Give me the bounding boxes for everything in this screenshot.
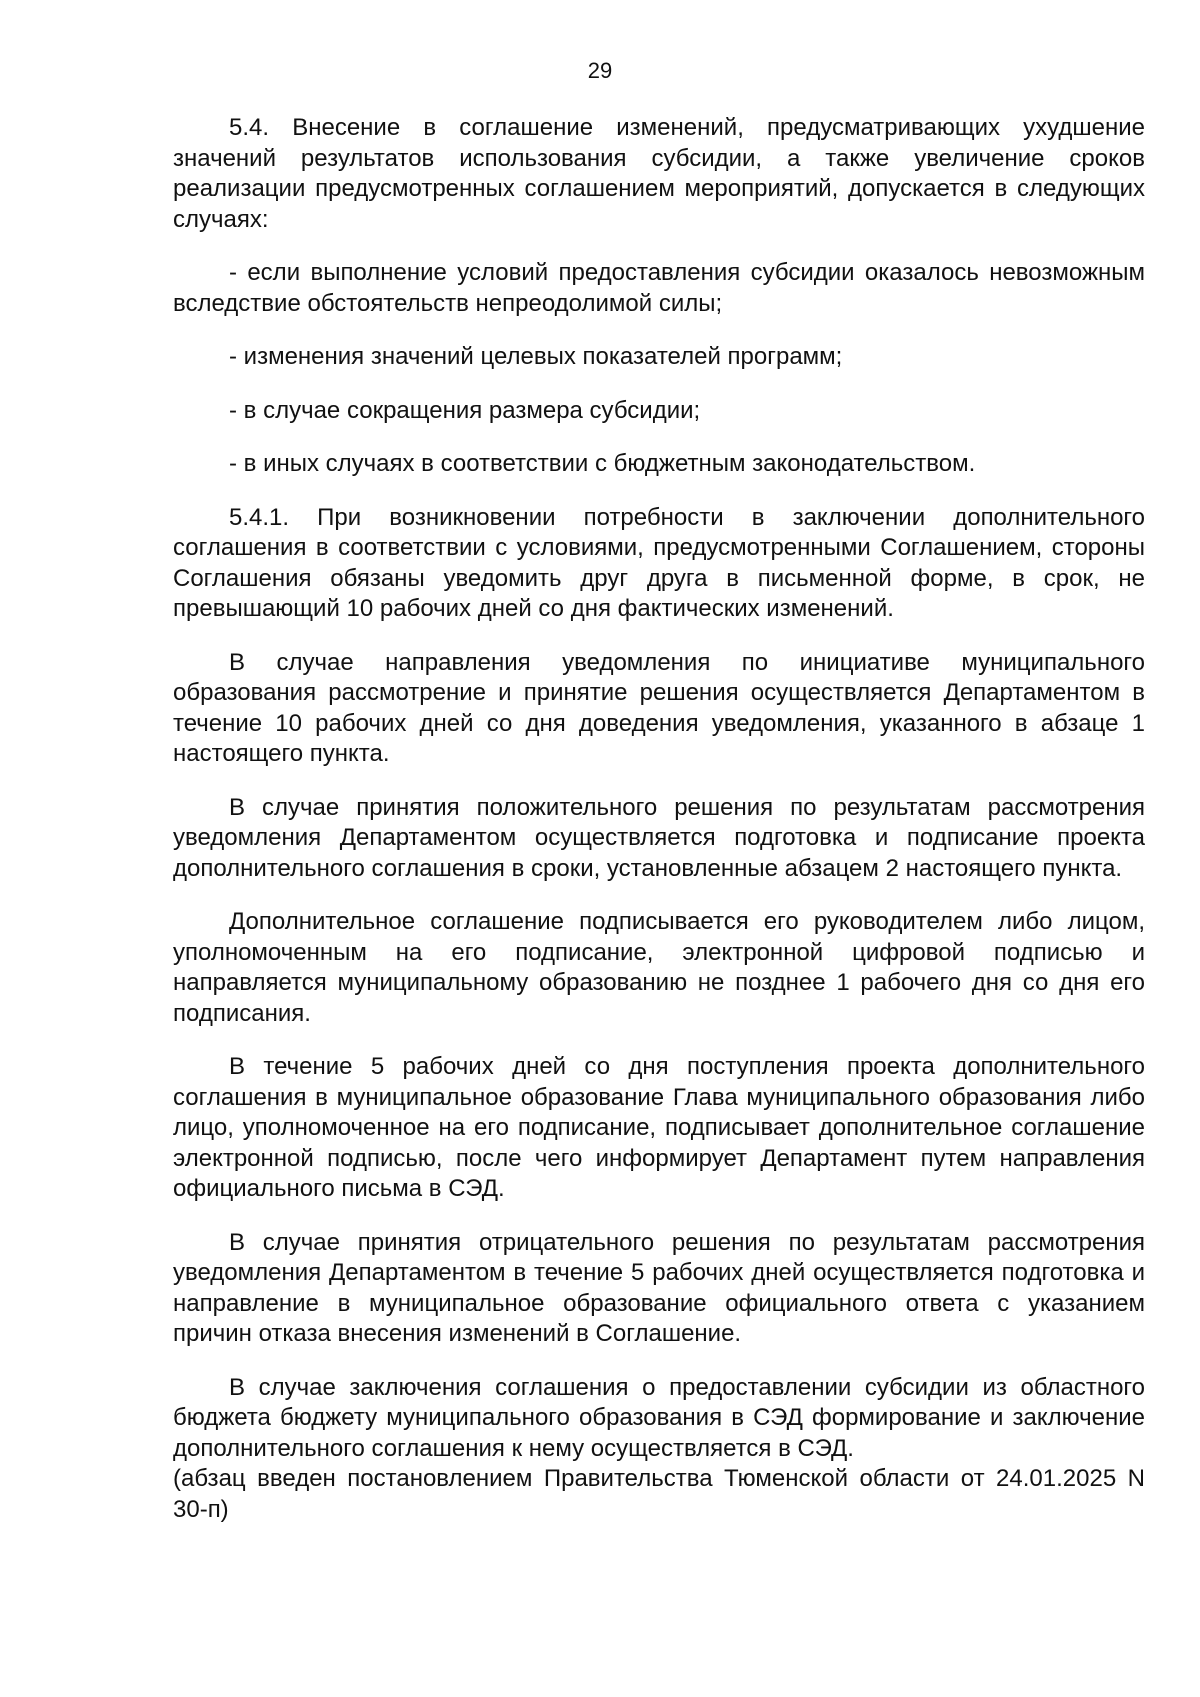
page-number: 29 [587,58,613,83]
paragraph-five-days: В течение 5 рабочих дней со дня поступления проекта дополнительного соглашения в муниципальное образование Глава муниципального образования либо лицо, уполномоченное на его подписание, подписывает дополнительное соглашение электронной подписью, после чего информирует Департамент путем направления официального письма в СЭД. [173,1053,1145,1202]
list-item-other-cases: - в иных случаях в соответствии с бюджетным законодательством. [229,450,976,477]
amendment-note: (абзац введен постановлением Правительства Тюменской области от 24.01.2025 N 30-п) [173,1465,1145,1523]
paragraph-positive-decision: В случае принятия положительного решения по результатам рассмотрения уведомления Департаментом осуществляется подготовка и подписание проекта дополнительного соглашения в сроки, установленные абзацем 2 настоящего пункта. [173,793,1145,882]
paragraph-municipal-initiative: В случае направления уведомления по инициативе муниципального образования рассмотрение и принятие решения осуществляется Департаментом в течение 10 рабочих дней со дня доведения уведомления, указанного в абзаце 1 настоящего пункта. [173,648,1145,767]
paragraph-sed: В случае заключения соглашения о предоставлении субсидии из областного бюджета бюджету муниципального образования в СЭД формирование и заключение дополнительного соглашения к нему осуществляется в СЭД. [173,1373,1145,1462]
paragraph-5-4-1: 5.4.1. При возникновении потребности в заключении дополнительного соглашения в соответствии с условиями, предусмотренными Соглашением, стороны Соглашения обязаны уведомить друг друга в письменной форме, в срок, не превышающий 10 рабочих дней со дня фактических изменений. [173,503,1145,622]
paragraph-signing: Дополнительное соглашение подписывается его руководителем либо лицом, уполномоченным на его подписание, электронной цифровой подписью и направляется муниципальному образованию не позднее 1 рабочего дня со дня его подписания. [173,908,1145,1027]
list-item-force-majeure: - если выполнение условий предоставления субсидии оказалось невозможным вследствие обстоятельств непреодолимой силы; [173,259,1145,317]
list-item-subsidy-reduction: - в случае сокращения размера субсидии; [229,396,701,424]
paragraph-5-4: 5.4. Внесение в соглашение изменений, предусматривающих ухудшение значений результатов использования субсидии, а также увеличение сроков реализации предусмотренных соглашением мероприятий, допускается в следующих случаях: [173,114,1145,233]
document-body [173,113,1145,1525]
list-item-target-indicators: - изменения значений целевых показателей программ; [229,343,843,370]
paragraph-negative-decision: В случае принятия отрицательного решения по результатам рассмотрения уведомления Департаментом в течение 5 рабочих дней осуществляется подготовка и направление в муниципальное образование официального ответа с указанием причин отказа внесения изменений в Соглашение. [173,1228,1145,1347]
